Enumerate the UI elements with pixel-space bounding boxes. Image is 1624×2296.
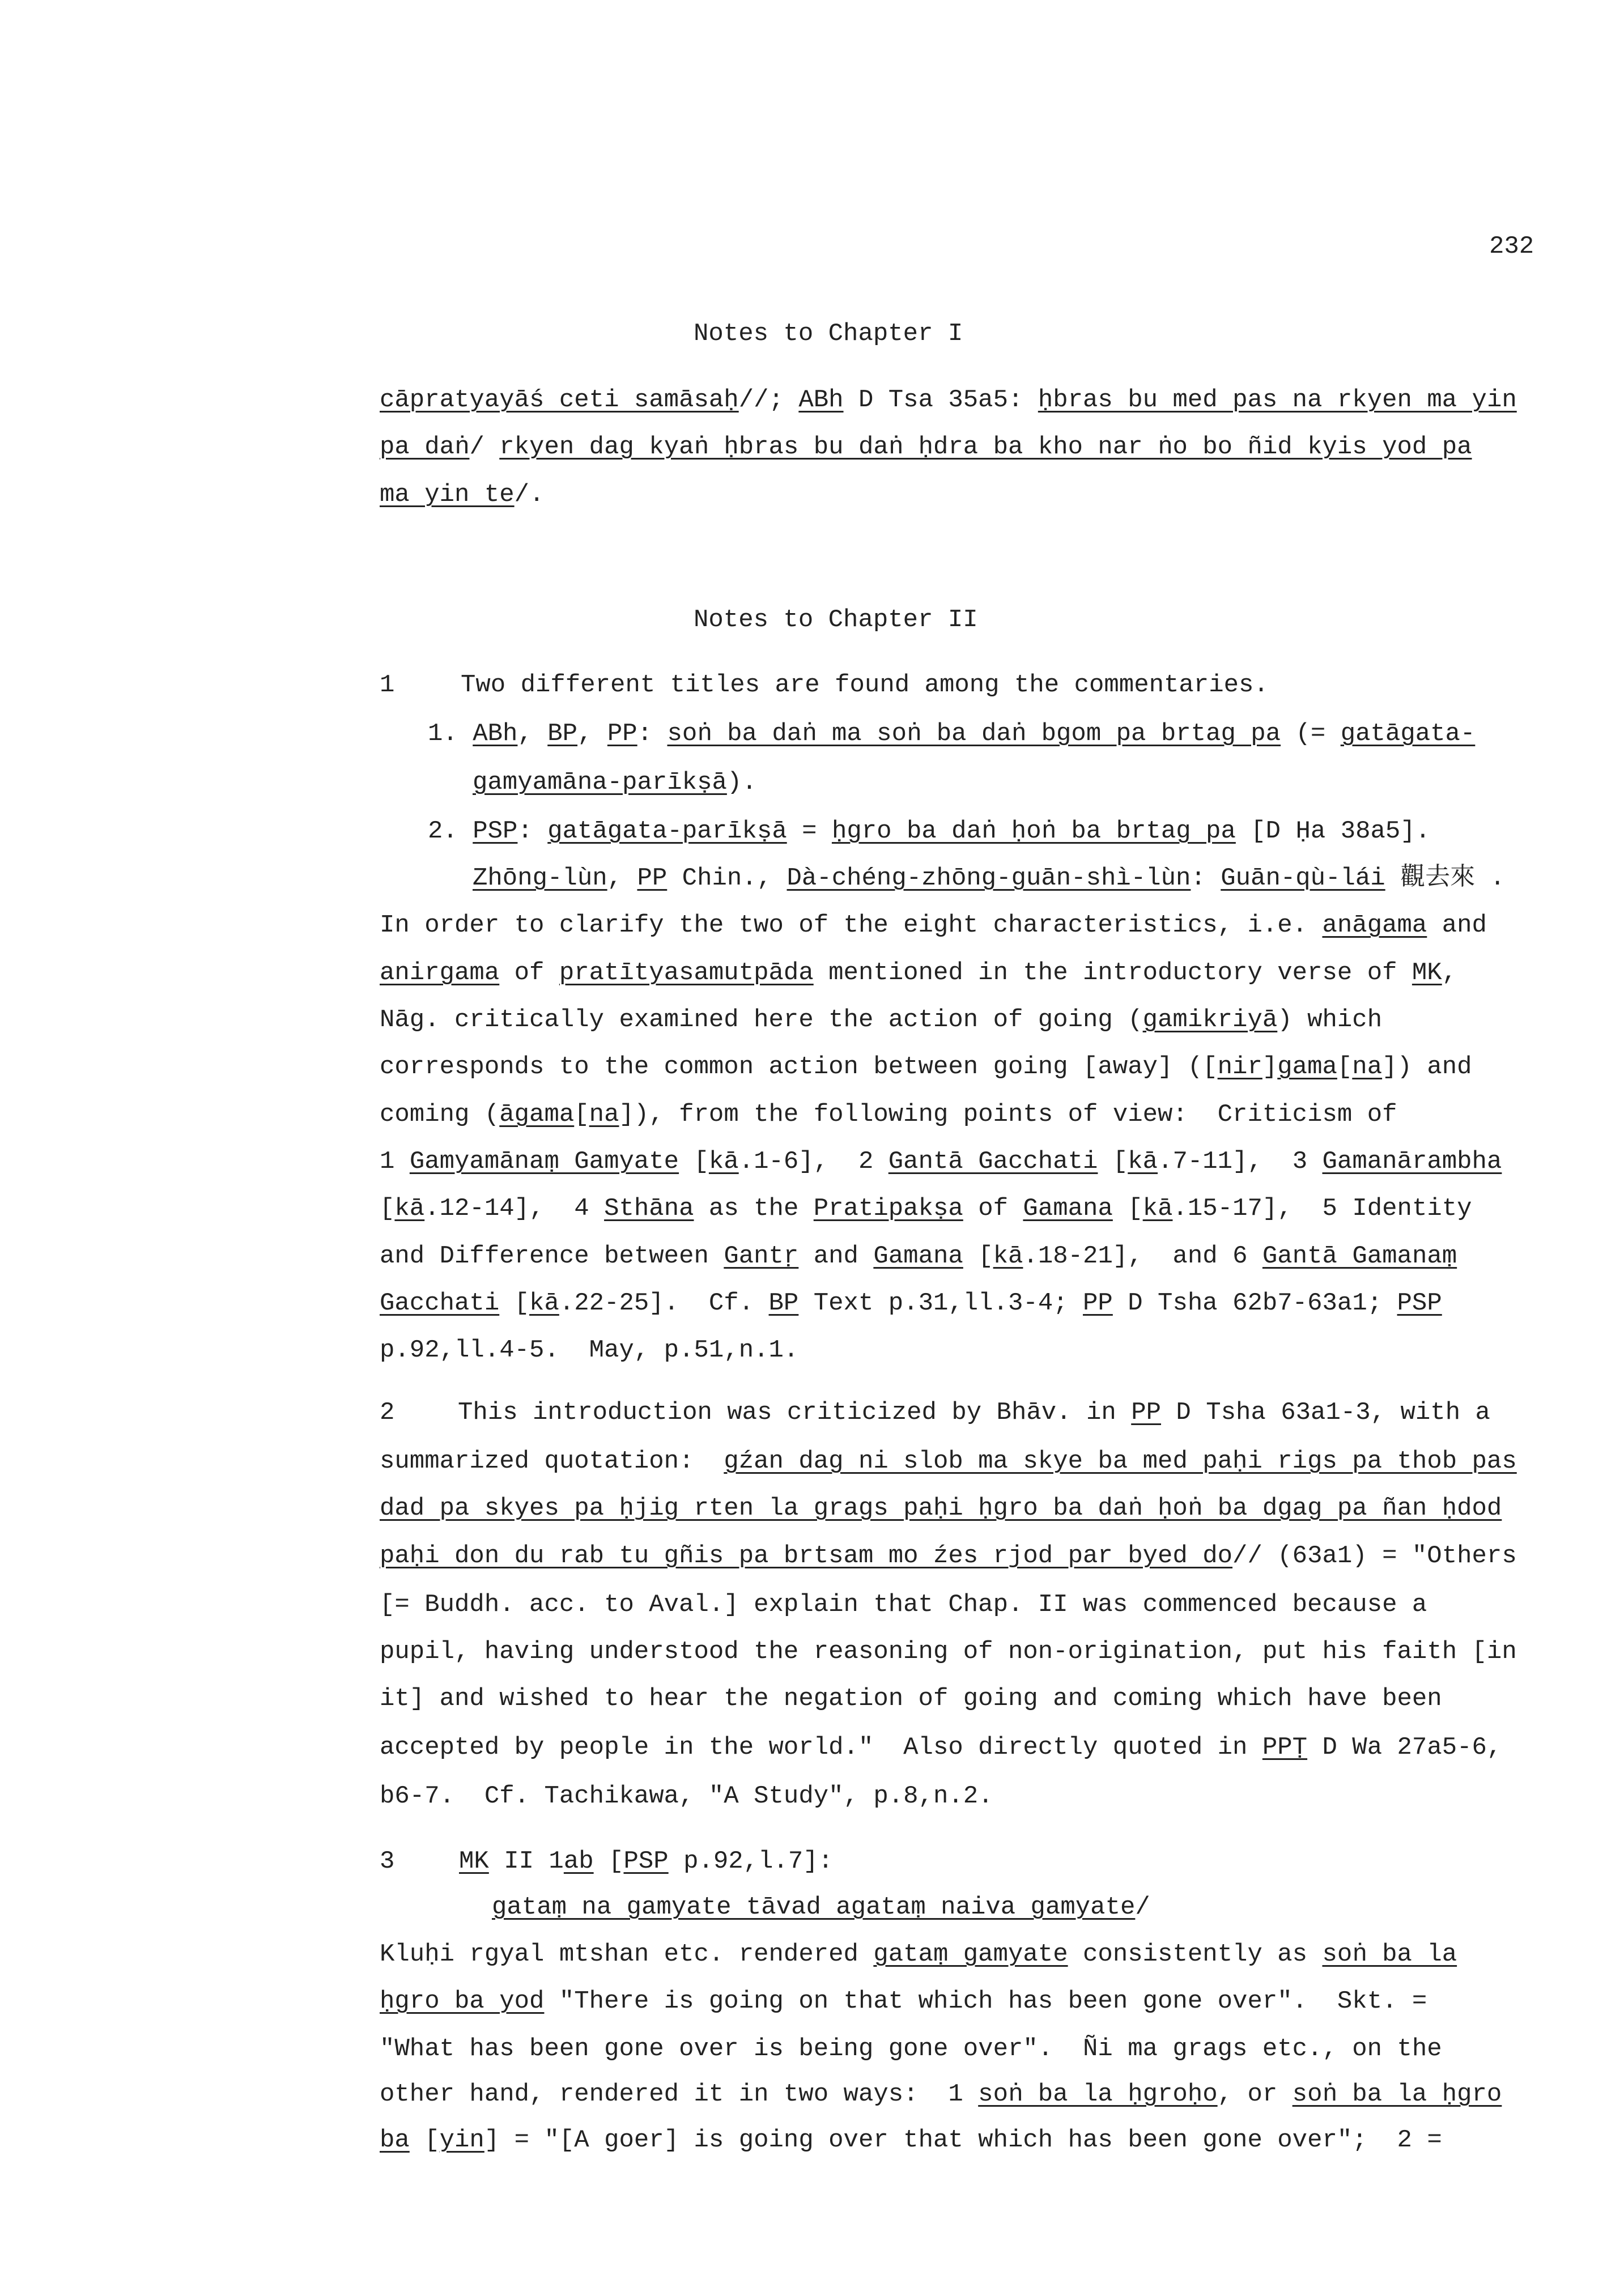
underlined-term: na bbox=[1352, 1053, 1383, 1081]
underlined-term: nir bbox=[1217, 1053, 1262, 1081]
text-segment: Kluḥi rgyal mtshan etc. rendered bbox=[380, 1940, 874, 1968]
text-line bbox=[380, 908, 1487, 942]
underlined-term: Gantā Gacchati bbox=[888, 1147, 1098, 1176]
text-line bbox=[380, 1539, 1517, 1573]
underlined-term: kā bbox=[394, 1194, 425, 1223]
underlined-term: Gamana bbox=[873, 1242, 963, 1270]
underlined-term: ḥgro ba yod bbox=[380, 1987, 545, 2016]
underlined-term: Guān-qù-lái bbox=[1221, 864, 1385, 892]
text-segment: p.92,l.7]: bbox=[668, 1847, 834, 1876]
text-segment: // (63a1) = "Others bbox=[1232, 1542, 1517, 1570]
underlined-term: Pratipakṣa bbox=[813, 1194, 963, 1223]
text-line bbox=[380, 1145, 1502, 1179]
text-segment: consistently as bbox=[1068, 1940, 1323, 1968]
text-segment: 觀去來 . bbox=[1385, 864, 1505, 892]
text-line bbox=[380, 1286, 1442, 1320]
text-segment: .15-17], 5 Identity bbox=[1172, 1194, 1472, 1223]
underlined-term: gźan dag ni slob ma skye ba med paḥi rigs pa thob pas bbox=[724, 1447, 1517, 1476]
underlined-term: MK bbox=[1412, 959, 1442, 987]
text-segment: D Tsha 63a1-3, with a bbox=[1161, 1398, 1490, 1427]
text-line bbox=[380, 956, 1457, 990]
text-line bbox=[380, 1098, 1397, 1132]
text-segment: /. bbox=[514, 481, 545, 509]
text-segment: .22-25]. Cf. bbox=[559, 1289, 769, 1317]
underlined-term: PP bbox=[1083, 1289, 1113, 1317]
text-segment: p.92,ll.4-5. May, p.51,n.1. bbox=[380, 1336, 799, 1364]
text-segment: [ bbox=[574, 1100, 589, 1129]
text-segment: .1-6], 2 bbox=[738, 1147, 888, 1176]
text-segment: [ bbox=[963, 1242, 993, 1270]
underlined-term: PSP bbox=[473, 817, 518, 845]
text-line bbox=[380, 1588, 1427, 1622]
text-segment: D Tsa 35a5: bbox=[843, 386, 1038, 414]
text-segment: 1 bbox=[380, 1147, 410, 1176]
underlined-term: kā bbox=[529, 1289, 559, 1317]
underlined-term: Zhōng-lùn bbox=[473, 864, 607, 892]
underlined-term: soṅ ba la ḥgro bbox=[1292, 2080, 1502, 2108]
underlined-term: kā bbox=[993, 1242, 1023, 1270]
underlined-term: soṅ ba la ḥgroḥo bbox=[978, 2080, 1218, 2108]
underlined-term: Sthāna bbox=[604, 1194, 694, 1223]
text-segment: Text p.31,ll.3-4; bbox=[798, 1289, 1083, 1317]
text-segment: b6-7. Cf. Tachikawa, "A Study", p.8,n.2. bbox=[380, 1782, 993, 1810]
text-segment: Chin., bbox=[667, 864, 787, 892]
text-segment: This introduction was criticized by Bhāv. in bbox=[458, 1398, 1132, 1427]
underlined-term: ABh bbox=[473, 720, 518, 748]
text-segment: 2. bbox=[428, 817, 473, 845]
text-segment: "There is going on that which has been gone over". Skt. = bbox=[544, 1987, 1427, 2016]
note-number: 1 bbox=[380, 671, 395, 699]
text-line bbox=[380, 1779, 993, 1813]
text-line bbox=[380, 1239, 1457, 1273]
text-segment: / bbox=[469, 433, 500, 461]
text-segment: [ bbox=[1337, 1053, 1353, 1081]
text-segment: accepted by people in the world." Also directly quoted in bbox=[380, 1733, 1262, 1762]
underlined-term: PPṬ bbox=[1262, 1733, 1308, 1762]
text-segment: of bbox=[963, 1194, 1023, 1223]
text-segment: "What has been gone over is being gone over". Ñi ma grags etc., on the bbox=[380, 2035, 1442, 2063]
underlined-term: anirgama bbox=[380, 959, 500, 987]
text-segment: : bbox=[637, 720, 668, 748]
text-segment: , bbox=[517, 720, 548, 748]
underlined-term: pa daṅ bbox=[380, 433, 470, 461]
text-line bbox=[380, 1491, 1502, 1525]
underlined-term: na bbox=[589, 1100, 619, 1129]
text-line bbox=[380, 430, 1472, 464]
text-segment: corresponds to the common action between going [away] ([ bbox=[380, 1053, 1218, 1081]
underlined-term: ABh bbox=[798, 386, 844, 414]
text-segment: and Difference between bbox=[380, 1242, 724, 1270]
text-segment: [ bbox=[593, 1847, 624, 1876]
text-segment: [ bbox=[499, 1289, 530, 1317]
text-segment: : bbox=[1191, 864, 1221, 892]
text-segment: as the bbox=[694, 1194, 814, 1223]
text-segment: II 1 bbox=[488, 1847, 564, 1876]
underlined-term: āgama bbox=[499, 1100, 575, 1129]
underlined-term: pratītyasamutpāda bbox=[559, 959, 814, 987]
text-segment: [ bbox=[1098, 1147, 1128, 1176]
underlined-term: BP bbox=[547, 720, 578, 748]
text-line bbox=[380, 2123, 1442, 2157]
underlined-term: Gamyamānaṃ Gamyate bbox=[409, 1147, 679, 1176]
underlined-term: rkyen dag kyaṅ ḥbras bu daṅ ḥdra ba kho nar ṅo bo ñid kyis yod pa bbox=[499, 433, 1472, 461]
text-segment: D Tsha 62b7-63a1; bbox=[1112, 1289, 1397, 1317]
text-segment: other hand, rendered it in two ways: 1 bbox=[380, 2080, 979, 2108]
text-line bbox=[428, 814, 1430, 848]
underlined-term: PSP bbox=[623, 1847, 669, 1876]
text-line bbox=[380, 1444, 1517, 1478]
text-line bbox=[380, 1192, 1472, 1226]
underlined-term: soṅ ba la bbox=[1322, 1940, 1457, 1968]
text-segment: pupil, having understood the reasoning of non-origination, put his faith [in bbox=[380, 1638, 1517, 1666]
verse-line bbox=[492, 1890, 1150, 1924]
text-segment: : bbox=[517, 817, 548, 845]
underlined-term: gataṃ gamyate bbox=[873, 1940, 1068, 1968]
underlined-term: Gamana bbox=[1023, 1194, 1113, 1223]
text-segment: [ bbox=[679, 1147, 709, 1176]
text-segment: [ bbox=[409, 2126, 440, 2154]
chapter-2-heading: Notes to Chapter II bbox=[694, 606, 978, 634]
text-segment: ]), from the following points of view: Criticism of bbox=[619, 1100, 1397, 1129]
text-line bbox=[380, 2077, 1502, 2111]
underlined-term: ab bbox=[563, 1847, 594, 1876]
text-line bbox=[380, 1003, 1382, 1037]
text-line bbox=[380, 2032, 1442, 2066]
text-line bbox=[380, 1050, 1472, 1084]
text-segment: of bbox=[499, 959, 559, 987]
text-segment: D Wa 27a5-6, bbox=[1307, 1733, 1502, 1762]
text-segment: [ bbox=[1112, 1194, 1143, 1223]
underlined-term: anāgama bbox=[1322, 911, 1427, 939]
text-line bbox=[473, 766, 757, 800]
text-line bbox=[458, 1396, 1490, 1430]
text-segment: 1. bbox=[428, 720, 473, 748]
text-segment: , bbox=[577, 720, 607, 748]
underlined-term: soṅ ba daṅ ma soṅ ba daṅ bgom pa brtag pa bbox=[667, 720, 1281, 748]
underlined-term: dad pa skyes pa ḥjig rten la grags paḥi ḥgro ba daṅ ḥoṅ ba dgag pa ñan ḥdod bbox=[380, 1494, 1502, 1523]
underlined-term: gamikriyā bbox=[1142, 1006, 1278, 1034]
underlined-term: Gantā Gamanaṃ bbox=[1262, 1242, 1457, 1270]
text-segment: ]) and bbox=[1382, 1053, 1472, 1081]
text-segment: / bbox=[1135, 1893, 1150, 1921]
underlined-term: yin bbox=[439, 2126, 484, 2154]
text-line bbox=[380, 1984, 1427, 2018]
underlined-term: Gamanārambha bbox=[1322, 1147, 1502, 1176]
text-segment: In order to clarify the two of the eight characteristics, i.e. bbox=[380, 911, 1323, 939]
underlined-term: Dà-chéng-zhōng-guān-shì-lùn bbox=[787, 864, 1191, 892]
underlined-term: PP bbox=[607, 720, 637, 748]
text-segment: ] = "[A goer] is going over that which has been gone over"; 2 = bbox=[484, 2126, 1442, 2154]
underlined-term: PP bbox=[1131, 1398, 1162, 1427]
underlined-term: ḥbras bu med pas na rkyen ma yin bbox=[1038, 386, 1517, 414]
text-segment: , bbox=[1442, 959, 1457, 987]
text-segment: //; bbox=[738, 386, 799, 414]
underlined-term: PP bbox=[637, 864, 668, 892]
note-number: 2 bbox=[380, 1398, 395, 1427]
text-segment: .18-21], and 6 bbox=[1023, 1242, 1262, 1270]
text-segment: coming ( bbox=[380, 1100, 500, 1129]
text-line bbox=[380, 1730, 1502, 1764]
text-segment: ). bbox=[726, 768, 757, 797]
page-number: 232 bbox=[1489, 232, 1534, 261]
text-segment: , or bbox=[1217, 2080, 1293, 2108]
text-segment: .7-11], 3 bbox=[1158, 1147, 1323, 1176]
underlined-term: gama bbox=[1277, 1053, 1337, 1081]
text-segment: Nāg. critically examined here the action of going ( bbox=[380, 1006, 1143, 1034]
text-segment: ] bbox=[1262, 1053, 1278, 1081]
underlined-term: kā bbox=[1142, 1194, 1173, 1223]
text-line bbox=[459, 1844, 833, 1878]
underlined-term: ma yin te bbox=[380, 481, 515, 509]
underlined-term: MK bbox=[459, 1847, 489, 1876]
text-line bbox=[380, 383, 1517, 417]
text-segment: .12-14], 4 bbox=[424, 1194, 605, 1223]
underlined-term: cāpratyayāś ceti samāsaḥ bbox=[380, 386, 739, 414]
text-line bbox=[380, 1333, 798, 1367]
underlined-term: ba bbox=[380, 2126, 410, 2154]
text-line bbox=[428, 717, 1475, 751]
underlined-term: gamyamāna-parīkṣā bbox=[473, 768, 727, 797]
text-segment: (= bbox=[1281, 720, 1341, 748]
text-segment: mentioned in the introductory verse of bbox=[813, 959, 1412, 987]
text-line bbox=[380, 1682, 1442, 1716]
note-number: 3 bbox=[380, 1847, 395, 1876]
text-segment: and bbox=[798, 1242, 874, 1270]
text-segment: it] and wished to hear the negation of going and coming which have been bbox=[380, 1685, 1442, 1713]
underlined-term: Gacchati bbox=[380, 1289, 500, 1317]
underlined-term: PSP bbox=[1397, 1289, 1442, 1317]
underlined-term: paḥi don du rab tu gñis pa brtsam mo źes rjod par byed do bbox=[380, 1542, 1233, 1570]
underlined-term: kā bbox=[708, 1147, 739, 1176]
text-segment: [ bbox=[380, 1194, 395, 1223]
text-segment: ) which bbox=[1277, 1006, 1383, 1034]
underlined-term: kā bbox=[1128, 1147, 1158, 1176]
underlined-term: gatāgata-parīkṣā bbox=[547, 817, 787, 845]
text-segment: [D Ḥa 38a5]. bbox=[1235, 817, 1431, 845]
text-segment: summarized quotation: bbox=[380, 1447, 724, 1476]
underlined-term: gataṃ na gamyate tāvad agataṃ naiva gamyate bbox=[492, 1893, 1136, 1921]
text-segment: = bbox=[787, 817, 832, 845]
text-line bbox=[380, 1937, 1457, 1971]
text-segment: and bbox=[1427, 911, 1487, 939]
text-line bbox=[380, 1635, 1517, 1669]
text-line bbox=[380, 478, 544, 512]
underlined-term: BP bbox=[768, 1289, 799, 1317]
text-segment: [= Buddh. acc. to Aval.] explain that Chap. II was commenced because a bbox=[380, 1591, 1427, 1619]
text-line: Two different titles are found among the commentaries. bbox=[461, 671, 1269, 699]
underlined-term: Gantṛ bbox=[724, 1242, 799, 1270]
underlined-term: gatāgata- bbox=[1340, 720, 1476, 748]
underlined-term: ḥgro ba daṅ ḥoṅ ba brtag pa bbox=[831, 817, 1236, 845]
text-segment: , bbox=[607, 864, 637, 892]
text-line bbox=[473, 861, 1505, 895]
chapter-1-heading: Notes to Chapter I bbox=[694, 320, 963, 348]
